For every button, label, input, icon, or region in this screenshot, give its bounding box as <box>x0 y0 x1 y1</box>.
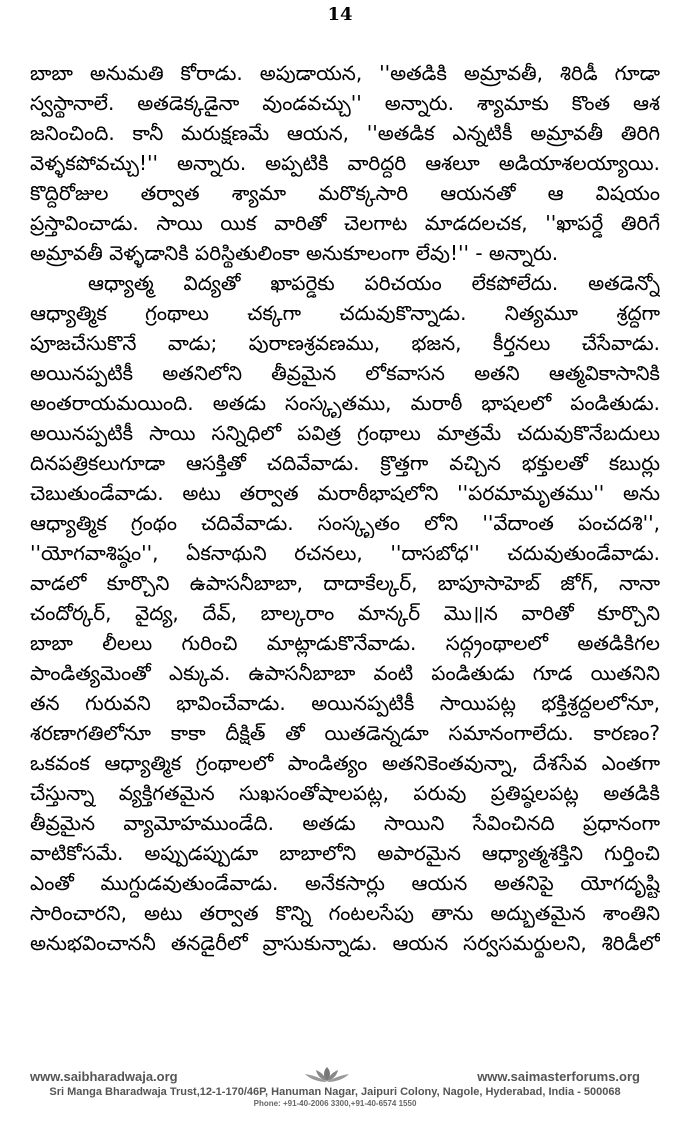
text-line: పాండిత్యమెంతో ఎక్కువ. ఉపాసనీబాబా వంటి పండితుడు గూడ యితనిని <box>30 661 660 685</box>
page-footer <box>30 1066 640 1114</box>
footer-address: Sri Manga Bharadwaja Trust,12-1-170/46P, Hanuman Nagar, Jaipuri Colony, Nagole, Hyderabad, India - 500068 <box>49 1086 621 1098</box>
text-line: ''యోగవాశిష్ఠం'', ఏకనాథుని రచనలు, ''దాసబోధ'' చదువుతుండేవాడు. <box>30 541 660 565</box>
text-line: వాడలో కూర్చొని ఉపాసనీబాబా, దాదాకేల్కర్, బాపూసాహెబ్ జోగ్, నానా <box>30 571 660 595</box>
text-line: అంతరాయమయింది. అతడు సంస్కృతము, మరాఠీ భాషలలో పండితుడు. <box>30 391 660 415</box>
text-line: చెబుతుండేవాడు. అటు తర్వాత మరాఠీభాషలోని ''పరమామృతము'' అను <box>30 481 660 505</box>
paragraph <box>30 58 660 268</box>
text-line: వాటికోసమే. అప్పుడప్పుడూ బాబాలోని అపారమైన ఆధ్యాత్మశక్తిని గుర్తించి <box>30 841 660 865</box>
text-line: బాబా లీలలు గురించి మాట్లాడుకొనేవాడు. సద్గ్రంథాలలో అతడికిగల <box>30 631 660 655</box>
text-line: స్వస్థానాలే. అతడెక్కడైనా వుండవచ్చు'' అన్నారు. శ్యామాకు కొంత ఆశ <box>30 91 660 115</box>
text-line: అమ్రావతీ వెళ్ళడానికి పరిస్థితులింకా అనుకూలంగా లేవు!'' - అన్నారు. <box>30 241 559 265</box>
text-line: ఆధ్యాత్మిక గ్రంథం చదివేవాడు. సంస్కృతం లోని ''వేదాంత పంచదశి'', <box>30 511 660 535</box>
paragraph <box>30 268 660 958</box>
text-line: ఆధ్యాత్మ విద్యతో ఖాపర్డెకు పరిచయం లేకపోలేదు. అతడెన్నో <box>88 271 660 295</box>
text-line: చేస్తున్నా వ్యక్తిగతమైన సుఖసంతోషాలపట్ల, పరువు ప్రతిష్ఠలపట్ల అతడికి <box>30 781 660 805</box>
text-line: అనుభవించాననీ తనడైరీలో వ్రాసుకున్నాడు. ఆయన సర్వసమర్థులని, శిరిడీలో <box>30 931 660 955</box>
footer-phone: Phone: +91-40-2006 3300,+91-40-6574 1550 <box>253 1099 417 1108</box>
text-line: దినపత్రికలుగూడా ఆసక్తితో చదివేవాడు. క్రొత్తగా వచ్చిన భక్తులతో కబుర్లు <box>30 451 660 475</box>
text-line: అయినప్పటికీ సాయి సన్నిధిలో పవిత్ర గ్రంథాలు మాత్రమే చదువుకొనేబదులు <box>30 421 660 445</box>
text-line: ఆధ్యాత్మిక గ్రంథాలు చక్కగా చదువుకొన్నాడు. నిత్యమూ శ్రద్ధగా <box>30 301 660 325</box>
lotus-logo-icon <box>302 1066 352 1084</box>
text-line: కొద్దిరోజుల తర్వాత శ్యామా మరొక్కసారి ఆయనతో ఆ విషయం <box>30 181 660 205</box>
text-line: బాబా అనుమతి కోరాడు. అపుడాయన, ''అతడికి అమ్రావతీ, శిరిడీ గూడా <box>30 61 660 85</box>
text-line: సారించారని, అటు తర్వాత కొన్ని గంటలసేపు తాను అద్భుతమైన శాంతిని <box>30 901 660 925</box>
page-number: 14 <box>327 4 353 25</box>
footer-website-right: www.saimasterforums.org <box>477 1069 640 1084</box>
text-line: ఒకవంక ఆధ్యాత్మిక గ్రంథాలలో పాండిత్యం అతనికెంతవున్నా, దేశసేవ ఎంతగా <box>30 751 660 775</box>
text-line: చందోర్కర్, వైద్య, దేవ్, బాల్కరాం మాన్కర్ మొ॥న వారితో కూర్చొని <box>30 601 660 625</box>
text-line: తీవ్రమైన వ్యామోహముండేది. అతడు సాయిని సేవించినది ప్రధానంగా <box>30 811 660 835</box>
text-line: ఎంతో ముగ్ధుడవుతుండేవాడు. అనేకసార్లు ఆయన అతనిపై యోగదృష్టి <box>30 871 660 895</box>
text-line: వెళ్ళకపోవచ్చు!'' అన్నారు. అప్పటికి వారిద్దరి ఆశలూ అడియాశలయ్యాయి. <box>30 151 660 175</box>
text-line: అయినప్పటికీ అతనిలోని తీవ్రమైన లోకవాసన అతని ఆత్మవికాసానికి <box>30 361 660 385</box>
footer-website-left: www.saibharadwaja.org <box>30 1069 178 1084</box>
text-line: శరణాగతిలోనూ కాకా దీక్షిత్ తో యితడెన్నడూ సమానంగాలేదు. కారణం? <box>30 721 660 745</box>
footer-top-row <box>30 1066 640 1084</box>
text-line: తన గురువని భావించేవాడు. అయినప్పటికీ సాయిపట్ల భక్తిశ్రద్ధలలోనూ, <box>30 691 660 715</box>
text-line: పూజచేసుకొనే వాడు; పురాణశ్రవణము, భజన, కీర్తనలు చేసేవాడు. <box>30 331 660 355</box>
text-line: జనించింది. కానీ మరుక్షణమే ఆయన, ''అతడిక ఎన్నటికీ అమ్రావతీ తిరిగి <box>30 121 660 145</box>
text-line: ప్రస్తావించాడు. సాయి యిక వారితో చెలగాట మాడదలచక, ''ఖాపర్డే తిరిగే <box>30 211 660 235</box>
body-text <box>30 58 660 958</box>
